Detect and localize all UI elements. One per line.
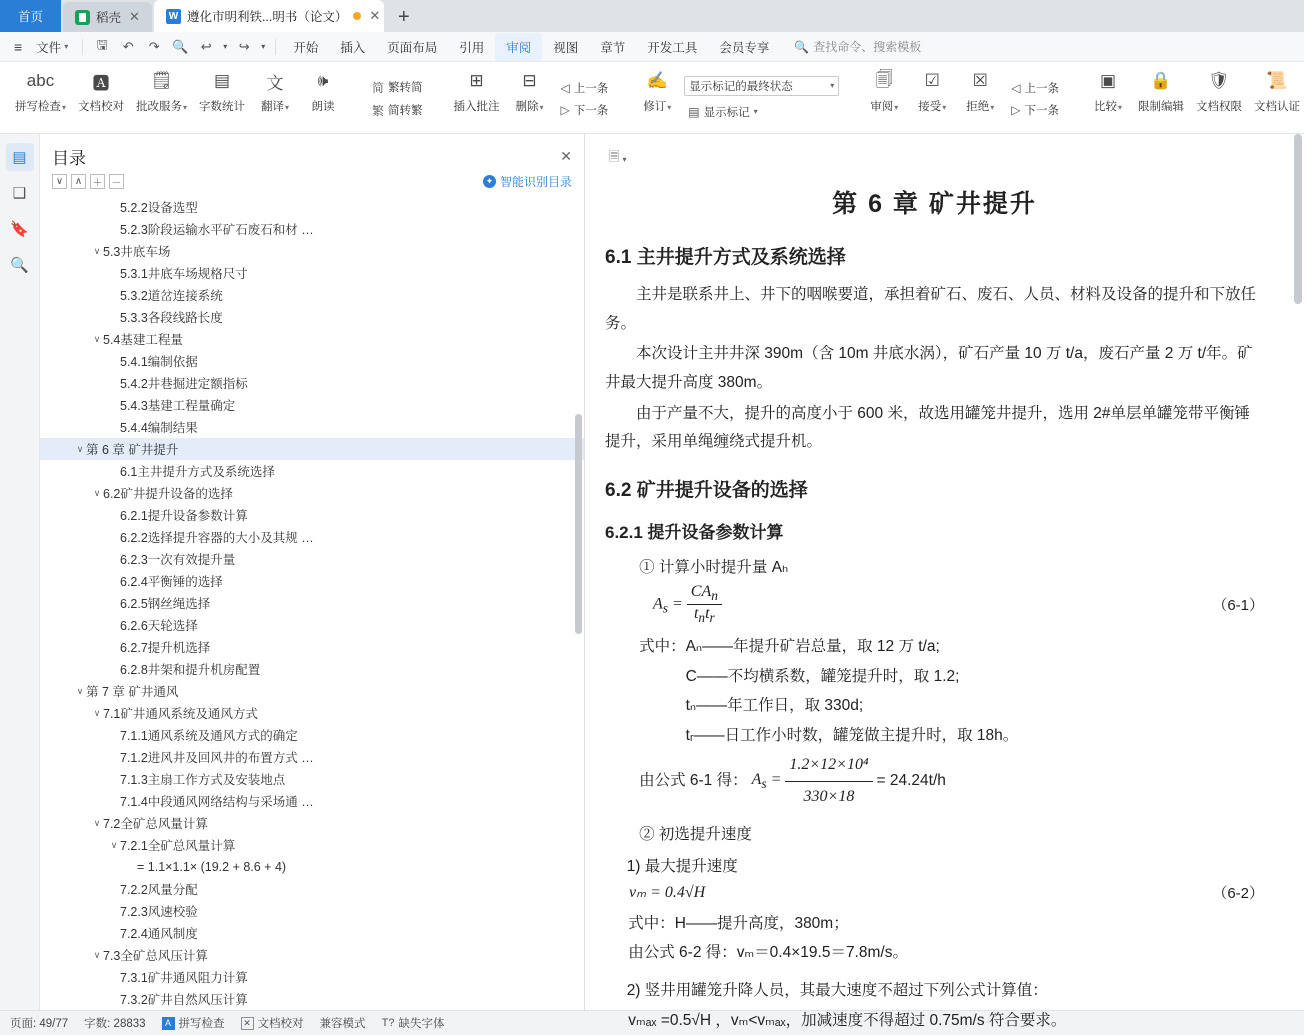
outline-item-label: 6.2.6天轮选择 <box>120 619 198 633</box>
outline-item[interactable] <box>40 592 584 614</box>
restrict-editing-label: 限制编辑 <box>1138 101 1185 113</box>
equation-6-2-number: （6-2） <box>1212 884 1264 902</box>
chevron-down-icon[interactable]: ∨ <box>93 333 101 344</box>
restrict-editing-button[interactable] <box>1132 64 1190 133</box>
next-comment-label: 下一条 <box>573 104 609 117</box>
trad-to-simp-label: 繁转简 <box>388 82 423 94</box>
markup-state-value: 显示标记的最终状态 <box>689 80 793 93</box>
outline-item[interactable] <box>40 416 584 438</box>
ribbon-group-track-changes <box>628 64 847 133</box>
translate-label: 翻译 <box>261 101 285 113</box>
simp-trad-icon: 繁 <box>372 103 385 118</box>
word-count-label: 字数统计 <box>199 101 246 113</box>
outline-item[interactable] <box>40 196 584 218</box>
chevron-down-icon[interactable]: ∨ <box>76 443 84 454</box>
outline-title: 目录 <box>52 149 86 168</box>
unsaved-dot-icon <box>353 12 361 20</box>
outline-item[interactable] <box>40 790 584 812</box>
redo-arrow-icon[interactable]: ↪ <box>238 38 250 54</box>
list-item: 2) 竖井用罐笼升降人员，其最大速度不超过下列公式计算值： <box>626 981 1048 999</box>
undo-arrow-icon[interactable]: ↩ <box>200 38 212 54</box>
document-permission-label: 文档权限 <box>1196 101 1243 113</box>
tab-home[interactable] <box>0 0 61 32</box>
arrow-up-icon: ◁ <box>1011 80 1021 95</box>
delete-comment-icon: ⊟ <box>522 71 537 90</box>
chevron-down-icon: ▾ <box>753 107 758 116</box>
tab-member[interactable]: 会员专享 <box>719 40 770 55</box>
chevron-down-icon[interactable]: ∨ <box>76 685 84 696</box>
outline-item[interactable] <box>40 768 584 790</box>
delete-comment-label: 删除 <box>515 101 539 113</box>
outline-item-label: 6.2.2选择提升容器的大小及其规 … <box>120 531 314 545</box>
chevron-down-icon: ▾ <box>830 81 835 90</box>
calculation-6-1 <box>639 750 1264 812</box>
calculation-fraction: $\frac{\text{1.2×12×10⁴}}{330\times 18}$ <box>785 750 872 812</box>
outline-item-label: 第 7 章 矿井通风 <box>86 685 179 699</box>
tab-daoke-label: 稻壳 <box>96 11 122 25</box>
translate-icon: 文 <box>266 73 284 93</box>
chevron-down-icon[interactable]: ∨ <box>93 817 101 828</box>
redo-icon[interactable]: ↷ <box>148 38 160 54</box>
paragraph: 主井是联系井上、井下的咽喉要道，承担着矿石、废石、人员、材料及设备的提升和下放任务。 <box>605 286 1257 332</box>
chevron-down-icon: ▾ <box>990 103 995 112</box>
correction-icon: 🗒 <box>150 71 173 90</box>
page-number-status[interactable]: 页面: 49/77 <box>10 1018 69 1030</box>
file-menu-label: 文件 <box>36 40 62 55</box>
tab-review[interactable]: 审阅 <box>495 33 542 61</box>
outline-item-label: 6.2.4平衡锤的选择 <box>120 575 223 589</box>
prev-change-button[interactable] <box>1007 78 1063 98</box>
lock-icon: 🔒 <box>1150 71 1172 90</box>
outline-item[interactable] <box>40 350 584 372</box>
wordcount-icon: ▤ <box>214 71 231 90</box>
chevron-down-icon: ▾ <box>285 103 290 112</box>
outline-item[interactable] <box>40 504 584 526</box>
document-proofread-button[interactable] <box>72 64 130 133</box>
equation-6-1-row <box>605 583 1264 626</box>
outline-item[interactable] <box>40 460 584 482</box>
insert-comment-button[interactable] <box>448 64 506 133</box>
chevron-down-icon: ▾ <box>667 103 672 112</box>
chevron-down-icon: ▾ <box>183 103 188 112</box>
spell-check-label: 拼写检查 <box>15 101 61 113</box>
outline-item[interactable] <box>40 812 584 834</box>
close-icon[interactable]: ✕ <box>369 8 381 23</box>
equation-6-1: $A_s$ = $\frac{CA_n}{t_nt_r}$ <box>653 583 722 626</box>
compare-button[interactable] <box>1084 64 1132 133</box>
ribbon-group-chinese-convert <box>360 64 435 133</box>
outline-item-label: 5.3.3各段线路长度 <box>120 311 223 325</box>
heading-6-2: 6.2 矿井提升设备的选择 <box>605 480 808 502</box>
outline-item-label: 7.1.3主扇工作方式及安装地点 <box>120 773 286 787</box>
word-count-status[interactable]: 字数: 28833 <box>84 1018 146 1030</box>
outline-item[interactable] <box>40 262 584 284</box>
chevron-down-icon: ▾ <box>62 103 67 112</box>
outline-item[interactable] <box>40 240 584 262</box>
definition: 由公式 6-2 得：vₘ＝0.4×19.5＝7.8m/s。 <box>628 944 908 962</box>
bulb-icon: ✦ <box>483 175 496 188</box>
chevron-down-icon: ▾ <box>64 42 69 51</box>
outline-item-label: 7.2.1全矿总风量计算 <box>120 839 236 853</box>
accept-icon: ☑ <box>924 71 940 90</box>
tab-document-label: 遵化市明利铁...明书（论文） <box>186 10 348 24</box>
outline-item[interactable] <box>40 856 584 878</box>
show-markup-label: 显示标记 <box>703 106 750 119</box>
word-doc-icon <box>166 9 181 24</box>
page-setup-icon: 🗏 <box>609 149 620 164</box>
file-menu[interactable] <box>28 38 76 56</box>
outline-item[interactable] <box>40 548 584 570</box>
prev-comment-label: 上一条 <box>573 82 609 95</box>
tab-start[interactable]: 开始 <box>293 40 319 55</box>
tab-chapter[interactable]: 章节 <box>600 40 626 55</box>
tab-page-layout[interactable]: 页面布局 <box>387 40 438 55</box>
correction-service-label: 批改服务 <box>136 101 183 113</box>
outline-item-label: 7.2.2风量分配 <box>120 883 198 897</box>
outline-item-label: 6.2.5钢丝绳选择 <box>120 597 211 611</box>
proofread-icon: 🅰 <box>92 73 110 93</box>
definition: 式中：H——提升高度，380m； <box>628 914 849 932</box>
outline-item-label: 6.1主井提升方式及系统选择 <box>120 465 275 479</box>
outline-item-label: 7.1.1通风系统及通风方式的确定 <box>120 729 298 743</box>
redo-caret-icon[interactable]: ▾ <box>261 42 266 51</box>
outline-item-label: 5.2.3阶段运输水平矿石废石和材 … <box>120 223 314 237</box>
outline-item[interactable] <box>40 614 584 636</box>
outline-item-label: 5.3井底车场 <box>103 245 171 259</box>
outline-header <box>40 134 584 171</box>
outline-item-label: 5.4基建工程量 <box>103 333 183 347</box>
smart-outline-label: 智能识别目录 <box>499 175 572 189</box>
outline-item[interactable] <box>40 482 584 504</box>
left-icon-rail <box>0 134 40 1010</box>
reject-label: 拒绝 <box>966 101 990 113</box>
simp-to-trad-label: 简转繁 <box>388 105 423 117</box>
chevron-down-icon: ▾ <box>1118 103 1123 112</box>
calculation-var: $A_s$ = <box>751 771 782 792</box>
equation-6-2-row <box>605 882 1264 903</box>
smart-outline-button[interactable] <box>483 173 572 190</box>
show-markup-button[interactable] <box>684 102 839 122</box>
track-changes-icon: ✍ <box>646 71 668 90</box>
outline-item-label: 7.1.4中段通风网络结构与采场通 … <box>120 795 314 809</box>
show-markup-icon: ▤ <box>688 104 700 119</box>
tab-document[interactable] <box>154 0 384 32</box>
outline-item-label: 6.2.1提升设备参数计算 <box>120 509 248 523</box>
search-box[interactable] <box>794 38 921 55</box>
equation-6-1-number: （6-1） <box>1212 597 1264 615</box>
search-placeholder: 查找命令、搜索模板 <box>813 40 922 54</box>
hamburger-icon[interactable]: ≡ <box>14 38 23 55</box>
prev-comment-button[interactable] <box>557 78 613 98</box>
paragraph: 由于产量不大，提升的高度小于 600 米，故选用罐笼井提升，选用 2#单层单罐笼带平衡锤提升，采用单绳缠绕式提升机。 <box>605 404 1251 451</box>
decrease-level-icon[interactable]: － <box>109 174 124 189</box>
paragraph: 本次设计主井井深 390m（含 10m 井底水涡），矿石产量 10 万 t/a，废石产量 2 万 t/年。矿井最大提升高度 380m。 <box>605 345 1253 392</box>
new-tab-button[interactable]: + <box>397 6 410 28</box>
insert-comment-label: 插入批注 <box>453 101 500 113</box>
outline-item[interactable] <box>40 526 584 548</box>
spell-check-status[interactable]: A 拼写检查 <box>162 1015 225 1031</box>
calculation-result: = 24.24t/h <box>876 772 946 790</box>
outline-item[interactable] <box>40 988 584 1010</box>
outline-item-label: 5.3.2道岔连接系统 <box>120 289 223 303</box>
outline-item-label: 7.3全矿总风压计算 <box>103 949 208 963</box>
accept-label: 接受 <box>918 101 942 113</box>
undo-caret-icon[interactable]: ▾ <box>223 42 228 51</box>
trad-simp-icon: 简 <box>372 80 385 95</box>
track-changes-label: 修订 <box>643 101 667 113</box>
equation-6-2: vₘ = 0.4√H <box>629 884 706 902</box>
compat-mode-status[interactable]: 兼容模式 <box>319 1018 366 1030</box>
outline-item[interactable] <box>40 724 584 746</box>
outline-scrollbar[interactable] <box>575 414 582 634</box>
tab-view[interactable]: 视图 <box>553 40 579 55</box>
rice-icon <box>75 10 90 25</box>
review-pane-label: 审阅 <box>870 101 894 113</box>
review-pane-icon: 🗐 <box>875 69 893 89</box>
insert-comment-icon: ⊞ <box>469 71 484 90</box>
outline-item-label: 第 6 章 矿井提升 <box>86 443 179 457</box>
outline-item-label: 6.2.7提升机选择 <box>120 641 211 655</box>
next-change-button[interactable] <box>1007 100 1063 120</box>
outline-item[interactable] <box>40 372 584 394</box>
reject-button[interactable] <box>956 64 1004 133</box>
outline-item[interactable] <box>40 218 584 240</box>
ribbon-group-protect <box>1079 64 1311 133</box>
shield-icon: 🛡 <box>1208 71 1230 90</box>
document-scrollbar[interactable] <box>1294 134 1302 304</box>
page-setup-button[interactable] <box>609 148 1264 170</box>
outline-item[interactable] <box>40 966 584 988</box>
arrow-up-icon: ◁ <box>560 80 570 95</box>
outline-item[interactable] <box>40 328 584 350</box>
markup-state-select[interactable] <box>684 76 839 96</box>
ribbon-group-proofing <box>4 64 352 133</box>
outline-item-label: 7.2.3风速校验 <box>120 905 198 919</box>
heading-6-1: 6.1 主井提升方式及系统选择 <box>605 247 846 268</box>
read-aloud-button[interactable] <box>299 64 347 133</box>
definition: 式中：Aₙ——年提升矿岩总量，取 12 万 t/a; <box>639 638 940 656</box>
outline-item-label: 5.4.4编制结果 <box>120 421 198 435</box>
outline-item[interactable] <box>40 306 584 328</box>
outline-item-label: 7.2.4通风制度 <box>120 927 198 941</box>
read-aloud-label: 朗读 <box>311 101 335 113</box>
chevron-down-icon: ▾ <box>622 154 627 164</box>
calculation-prefix: 由公式 6-1 得： <box>639 772 748 790</box>
spellcheck-icon: A <box>162 1017 175 1030</box>
word-count-button[interactable] <box>193 64 251 133</box>
proofread-icon: ✕ <box>241 1017 254 1030</box>
definition: vₘₐₓ =0.5√H ，vₘ<vₘₐₓ，加减速度不得超过 0.75m/s 符合要求。 <box>628 1011 1067 1029</box>
chevron-down-icon[interactable]: ∨ <box>93 949 101 960</box>
simp-to-trad-button[interactable] <box>368 100 427 121</box>
outline-item[interactable] <box>40 922 584 944</box>
list-item: 1) 最大提升速度 <box>626 857 738 875</box>
document-certification-label: 文档认证 <box>1254 101 1301 113</box>
outline-item-label: 7.1矿井通风系统及通风方式 <box>103 707 258 721</box>
outline-pane <box>40 134 585 1010</box>
collapse-all-icon[interactable]: ∨ <box>52 174 67 189</box>
close-icon[interactable]: ✕ <box>560 148 572 164</box>
tab-references[interactable]: 引用 <box>459 40 485 55</box>
outline-toolbar <box>40 171 584 196</box>
increase-level-icon[interactable]: ＋ <box>90 174 105 189</box>
compare-label: 比较 <box>1094 101 1117 113</box>
outline-item-label: 6.2.8井架和提升机房配置 <box>120 663 261 677</box>
track-changes-button[interactable] <box>633 64 681 133</box>
divider <box>275 39 276 55</box>
chevron-down-icon: ▾ <box>942 103 947 112</box>
bookmark-icon[interactable]: 🔖 <box>10 221 29 238</box>
proofread-status[interactable]: ✕ 文档校对 <box>241 1015 304 1031</box>
tab-home-label: 首页 <box>18 10 44 24</box>
outline-item-label: 7.3.1矿井通风阻力计算 <box>120 971 248 985</box>
outline-item[interactable] <box>40 746 584 768</box>
ribbon-group-comments <box>443 64 621 133</box>
outline-item[interactable] <box>40 636 584 658</box>
divider <box>82 39 83 55</box>
definition: C——不均横系数，罐笼提升时，取 1.2; <box>685 667 960 685</box>
arrow-down-icon: ▷ <box>1011 102 1021 117</box>
outline-item[interactable] <box>40 394 584 416</box>
close-icon[interactable]: ✕ <box>129 9 140 24</box>
chevron-down-icon: ▾ <box>894 103 899 112</box>
spellcheck-icon: abc <box>26 71 55 90</box>
outline-list[interactable] <box>40 196 584 1010</box>
list-item: ① 计算小时提升量 Aₕ <box>639 559 789 577</box>
outline-item-label: 5.4.1编制依据 <box>120 355 198 369</box>
outline-item-label: 7.1.2进风井及回风井的布置方式 … <box>120 751 314 765</box>
outline-item[interactable] <box>40 702 584 724</box>
outline-item[interactable] <box>40 658 584 680</box>
outline-item-label: 5.4.2井巷掘进定额指标 <box>120 377 248 391</box>
outline-item-label: 5.4.3基建工程量确定 <box>120 399 236 413</box>
review-pane-button[interactable] <box>860 64 908 133</box>
outline-item-label: 7.2全矿总风量计算 <box>103 817 208 831</box>
search-icon: 🔍 <box>794 39 810 54</box>
outline-item-label: 6.2.3一次有效提升量 <box>120 553 236 567</box>
accept-button[interactable] <box>908 64 956 133</box>
document-proofread-label: 文档校对 <box>78 101 125 113</box>
outline-item-label: 5.2.2设备选型 <box>120 201 198 215</box>
chevron-down-icon[interactable]: ∨ <box>93 707 101 718</box>
ribbon-group-accept-reject <box>855 64 1071 133</box>
correction-service-button[interactable] <box>130 64 193 133</box>
chevron-down-icon: ▾ <box>539 103 544 112</box>
outline-item[interactable] <box>40 680 584 702</box>
font-warning-icon: T? <box>381 1017 395 1029</box>
undo-icon[interactable]: ↶ <box>122 38 134 54</box>
prev-change-label: 上一条 <box>1024 82 1060 95</box>
outline-item-label: = 1.1×1.1× (19.2 + 8.6 + 4) <box>137 860 287 874</box>
next-comment-button[interactable] <box>557 100 613 120</box>
tab-developer[interactable]: 开发工具 <box>647 40 698 55</box>
pages-icon[interactable]: ❑ <box>12 185 27 202</box>
print-preview-icon[interactable]: 🔍 <box>172 38 189 54</box>
outline-item-label: 6.2矿井提升设备的选择 <box>103 487 233 501</box>
save-icon[interactable]: 🖫 <box>96 36 108 52</box>
outline-item-label: 7.3.2矿井自然风压计算 <box>120 993 248 1007</box>
outline-item-label: 5.3.1井底车场规格尺寸 <box>120 267 248 281</box>
definition: tᵣ——日工作小时数，罐笼做主提升时，取 18h。 <box>685 726 1019 744</box>
chevron-down-icon[interactable]: ∨ <box>110 839 118 850</box>
outline-item[interactable] <box>40 438 584 460</box>
compare-icon: ▣ <box>1099 71 1117 90</box>
outline-item[interactable] <box>40 878 584 900</box>
document-title: 第 6 章 矿井提升 <box>832 190 1037 218</box>
search-icon[interactable]: 🔍 <box>10 257 29 274</box>
next-change-label: 下一条 <box>1024 104 1060 117</box>
heading-6-2-1: 6.2.1 提升设备参数计算 <box>605 523 784 543</box>
tab-insert[interactable]: 插入 <box>340 40 366 55</box>
spell-check-button[interactable] <box>9 64 72 133</box>
reject-icon: ☒ <box>972 71 988 90</box>
outline-item[interactable] <box>40 570 584 592</box>
outline-item[interactable] <box>40 944 584 966</box>
menu-bar <box>0 32 1304 62</box>
tab-daoke[interactable] <box>63 2 152 32</box>
document-certification-button[interactable] <box>1248 64 1306 133</box>
certificate-icon: 📜 <box>1266 71 1288 90</box>
expand-all-icon[interactable]: ∧ <box>71 174 86 189</box>
chevron-down-icon[interactable]: ∨ <box>93 245 101 256</box>
delete-comment-button[interactable] <box>506 64 554 133</box>
chevron-down-icon[interactable]: ∨ <box>93 487 101 498</box>
trad-to-simp-button[interactable] <box>368 77 427 98</box>
translate-button[interactable] <box>251 64 299 133</box>
arrow-down-icon: ▷ <box>560 102 570 117</box>
outline-item[interactable] <box>40 900 584 922</box>
document-pane[interactable] <box>585 134 1304 1029</box>
outline-icon[interactable]: ▤ <box>6 143 34 171</box>
list-item: ② 初选提升速度 <box>639 825 752 843</box>
browser-tab-bar <box>0 0 1304 32</box>
missing-font-status[interactable]: T? 缺失字体 <box>381 1017 445 1030</box>
definition: tₙ——年工作日，取 330d; <box>685 697 864 715</box>
outline-item[interactable] <box>40 834 584 856</box>
outline-item[interactable] <box>40 284 584 306</box>
document-permission-button[interactable] <box>1190 64 1248 133</box>
speaker-icon: 🕪 <box>317 71 329 90</box>
ribbon-toolbar <box>0 62 1304 134</box>
